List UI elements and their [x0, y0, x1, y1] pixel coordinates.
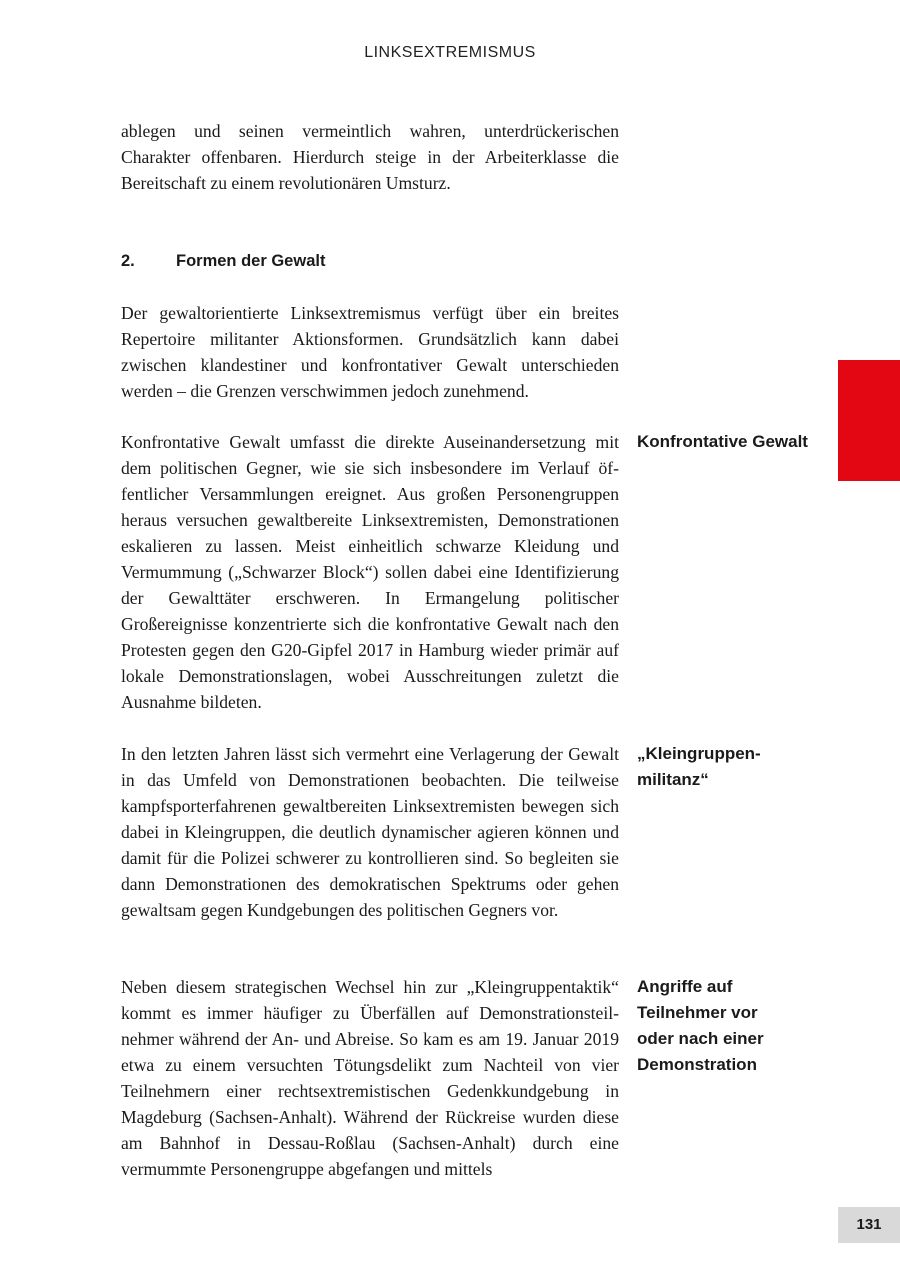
section-title: Formen der Gewalt [176, 252, 326, 270]
paragraph-konfrontative-gewalt: Konfrontative Gewalt umfasst die direkte Auseinandersetzung mit dem politischen Gegner, wie sie sich insbesondere im Verlauf öffentlicher Versammlungen ereignet. Aus großen Personengruppen heraus versuchen gewaltbereite Linksextremisten, Demonstrationen eskalieren zu lassen. Meist einheitlich schwarze Kleidung und Vermummung („Schwarzer Block“) sollen dabei eine Identifizierung der Gewalttäter erschweren. In Ermangelung politischer Großereignisse konzentrierte sich die konfrontative Gewalt nach den Protesten gegen den G20-Gipfel 2017 in Hamburg wieder primär auf lokale Demonstrationslagen, wobei Ausschreitungen zuletzt die Ausnahme bildeten. [121, 432, 619, 712]
paragraph-gewalt-overview: Der gewaltorientierte Linksextremismus verfügt über ein breites Repertoire militanter Aktionsformen. Grundsätzlich kann dabei zwischen klandestiner und konfrontativer Gewalt unterschieden werden – die Grenzen verschwimmen jedoch zunehmend. [121, 303, 619, 401]
section-heading [121, 248, 325, 274]
running-header: LINKSEXTREMISMUS [364, 44, 536, 61]
paragraph-intro: ablegen und seinen vermeintlich wahren, unterdrückerischen Charakter offenbaren. Hierdurch steige in der Arbeiterklasse die Bereitschaft zu einem revolutionären Umsturz. [121, 121, 619, 193]
paragraph-kleingruppenmilitanz: In den letzten Jahren lässt sich vermehrt eine Verlagerung der Gewalt in das Umfeld von Demonstrationen beobachten. Die teilweise kampfsporterfahrenen gewaltbereiten Linksextremisten bewegen sich dabei in Kleingruppen, die deutlich dynamischer agieren können und damit für die Polizei schwerer zu kontrollieren sind. So begleiten sie dann Demonstrationen des demokratischen Spektrums oder gehen gewaltsam gegen Kundgebungen des politischen Gegners vor. [121, 744, 619, 920]
margin-note-angriffe: Angriffe auf Teilnehmer vor oder nach einer Demonstration [637, 977, 764, 1074]
chapter-tab-marker [838, 360, 900, 481]
margin-note-kleingruppenmilitanz: „Kleingruppen-militanz“ [637, 744, 761, 789]
page-number: 131 [838, 1207, 900, 1243]
paragraph-angriffe: Neben diesem strategischen Wechsel hin zur „Kleingruppentaktik“ kommt es immer häufiger zu Überfällen auf Demonstrationsteilnehmer während der An- und Abreise. So kam es am 19. Januar 2019 etwa zu einem versuchten Tötungsdelikt zum Nachteil von vier Teilnehmern einer rechtsextremistischen Gedenkkundgebung in Magdeburg (Sachsen-Anhalt). Während der Rückreise wurden diese am Bahnhof in Dessau-Roßlau (Sachsen-Anhalt) durch eine vermummte Personengruppe abgefangen und mittels [121, 977, 619, 1179]
section-number: 2. [121, 252, 135, 270]
margin-note-konfrontative-gewalt: Konfrontative Gewalt [637, 432, 808, 451]
